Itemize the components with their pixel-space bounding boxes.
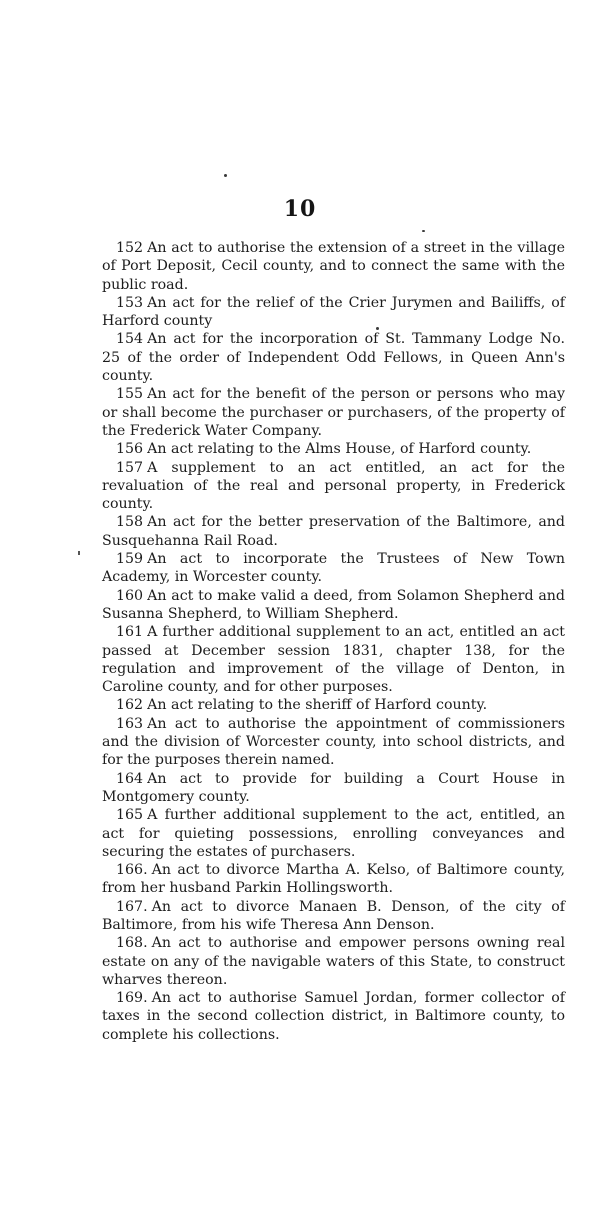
act-number: 165: [116, 807, 144, 824]
act-text: An act relating to the sheriff of Harford county.: [147, 697, 488, 714]
act-number: 164: [116, 770, 144, 787]
act-text: An act to make valid a deed, from Solamon Shepherd and Susanna Shepherd, to William Shepherd.: [102, 587, 565, 622]
act-entry: [102, 806, 565, 861]
act-number: 156: [116, 441, 144, 458]
act-entry: [102, 696, 565, 714]
act-entry: [102, 440, 565, 458]
act-text: An act to provide for building a Court House in Montgomery county.: [102, 770, 565, 805]
act-entry: [102, 330, 565, 385]
margin-mark: [78, 551, 80, 555]
act-entry: [102, 934, 565, 989]
act-number: 166.: [116, 862, 148, 879]
act-entry: [102, 550, 565, 587]
act-number: 167.: [116, 898, 148, 915]
act-list: [102, 239, 565, 1044]
act-number: 169.: [116, 990, 148, 1007]
act-number: 153: [116, 294, 144, 311]
ink-speck: [224, 174, 227, 177]
act-text: An act to divorce Martha A. Kelso, of Baltimore county, from her husband Parkin Hollingsworth.: [102, 862, 565, 897]
act-text: An act to authorise the appointment of commissioners and the division of Worcester county, into school districts, and for the purposes therein named.: [102, 715, 565, 769]
act-entry: [102, 459, 565, 514]
act-number: 163: [116, 715, 144, 732]
act-entry: [102, 898, 565, 935]
act-entry: [102, 989, 565, 1044]
page-number: 10: [283, 196, 317, 222]
ink-speck: [422, 230, 425, 232]
act-entry: [102, 587, 565, 624]
act-number: 159: [116, 551, 144, 568]
act-number: 154: [116, 331, 144, 348]
act-text: An act to authorise and empower persons owning real estate on any of the navigable waters of this State, to construct wharves thereon.: [102, 935, 565, 988]
act-text: An act for the relief of the Crier Jurymen and Bailiffs, of Harford county: [102, 294, 565, 330]
act-entry: [102, 861, 565, 898]
act-text: An act relating to the Alms House, of Harford county.: [147, 441, 532, 458]
act-number: 160: [116, 587, 144, 604]
act-number: 162: [116, 697, 144, 714]
act-entry: [102, 239, 565, 294]
act-text: An act to authorise Samuel Jordan, former collector of taxes in the second collection district, in Baltimore county, to complete his collections.: [102, 990, 565, 1043]
act-text: A further additional supplement to an act, entitled an act passed at December session 1831, chapter 138, for the regulation and improvement of the village of Denton, in Caroline county, and for other purposes.: [102, 624, 565, 696]
act-entry: [102, 623, 565, 696]
act-entry: [102, 385, 565, 440]
act-number: 158: [116, 514, 144, 531]
act-number: 161: [116, 624, 144, 641]
act-text: A supplement to an act entitled, an act for the revaluation of the real and personal property, in Frederick county.: [102, 459, 565, 513]
act-text: An act to divorce Manaen B. Denson, of the city of Baltimore, from his wife Theresa Ann Denson.: [102, 898, 565, 933]
act-text: An act for the benefit of the person or persons who may or shall become the purchaser or purchasers, of the property of the Frederick Water Company.: [102, 386, 565, 439]
act-number: 155: [116, 386, 144, 403]
act-text: An act for the better preservation of the Baltimore, and Susquehanna Rail Road.: [102, 514, 565, 549]
act-text: An act to incorporate the Trustees of New Town Academy, in Worcester county.: [102, 551, 565, 586]
act-number: 157: [116, 459, 144, 476]
act-number: 152: [116, 240, 144, 256]
act-entry: [102, 513, 565, 550]
act-number: 168.: [116, 935, 148, 952]
act-text: An act for the incorporation of St. Tammany Lodge No. 25 of the order of Independent Odd Fellows, in Queen Ann's county.: [102, 331, 565, 385]
act-text: An act to authorise the extension of a street in the village of Port Deposit, Cecil county, and to connect the same with the public road.: [102, 240, 565, 293]
act-text: A further additional supplement to the act, entitled, an act for quieting possessions, enrolling conveyances and securing the estates of purchasers.: [102, 807, 565, 860]
act-entry: [102, 294, 565, 331]
act-entry: [102, 770, 565, 807]
act-entry: [102, 715, 565, 770]
